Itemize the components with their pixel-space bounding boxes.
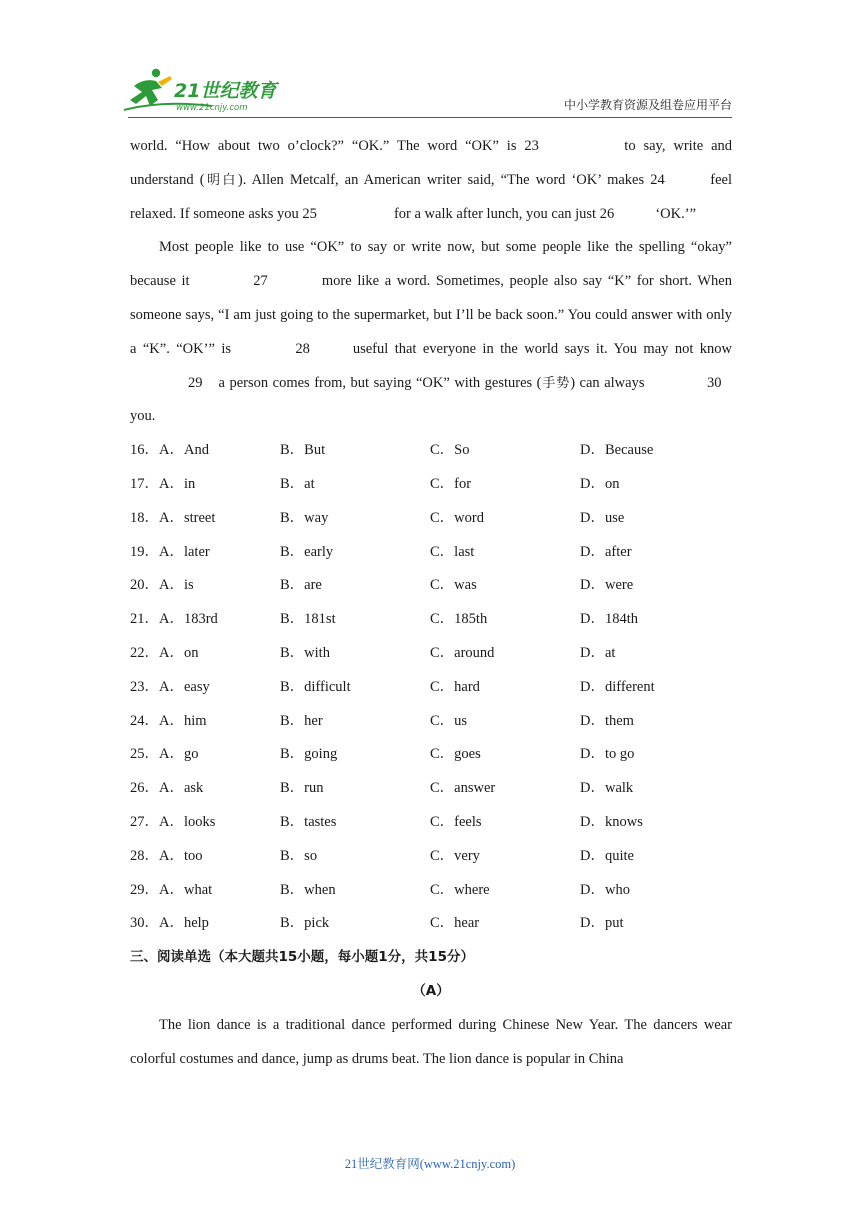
option-d: D．them [580, 712, 634, 729]
option-d: D．who [580, 881, 630, 898]
option-d: D．different [580, 678, 655, 695]
option-c: C．was [430, 577, 477, 594]
option-d: D．knows [580, 813, 643, 830]
blank-23: 23 [524, 138, 539, 154]
option-b: B．difficult [280, 678, 351, 695]
passage-label-a: （A） [412, 982, 450, 999]
option-a: 16．A．And [130, 442, 209, 459]
logo-url: www.21cnjy.com [176, 103, 248, 113]
option-c: C．us [430, 712, 468, 729]
text-run: ) can always [570, 374, 649, 391]
section-title-reading: 三、阅读单选（本大题共15小题，每小题1分，共15分） [130, 949, 474, 966]
option-d: D．use [580, 509, 625, 526]
option-a: 18．A．street [130, 509, 216, 526]
option-a: 24．A．him [130, 712, 207, 729]
option-c: C．last [430, 543, 475, 560]
option-a: 17．A．in [130, 475, 196, 492]
question-row [130, 840, 732, 874]
option-d: D．quite [580, 847, 634, 864]
option-b: B．at [280, 475, 315, 492]
question-row [130, 434, 732, 468]
option-c: C．around [430, 644, 495, 661]
option-b: B．run [280, 780, 324, 797]
option-c: C．very [430, 847, 480, 864]
page-footer: 21世纪教育网(www.21cnjy.com) [344, 1157, 516, 1171]
option-c: C．hear [430, 915, 480, 932]
option-d: D．to go [580, 746, 635, 763]
blank-30: 30 [707, 374, 722, 391]
text-run: feel relaxed. If someone asks you [130, 171, 732, 222]
blank-26: 26 [599, 205, 615, 222]
option-a: 29．A．what [130, 881, 213, 898]
option-c: C．hard [430, 678, 480, 695]
option-c: C．So [430, 442, 470, 459]
option-c: C．answer [430, 780, 496, 797]
passage-paragraph-1 [130, 130, 732, 231]
text-run: for a walk after lunch, you can just [390, 205, 600, 222]
option-d: D．on [580, 475, 620, 492]
text-run: ‘OK.’” [651, 205, 697, 222]
text-run: more like a word. Sometimes, people also say “K” for short. When someone says, “I am just going to the supermarket, but I’ll be back soon.” You could answer with only a “K”. “OK’” is [130, 273, 732, 357]
option-a: 20．A．is [130, 577, 194, 594]
option-d: D．after [580, 543, 632, 560]
logo-text: 21世纪教育 [174, 80, 277, 102]
option-b: B．going [280, 746, 338, 763]
option-b: B．her [280, 712, 323, 729]
option-d: D．were [580, 577, 634, 594]
option-c: C．for [430, 475, 472, 492]
option-c: C．185th [430, 611, 488, 628]
cjk-annotation: 明白 [204, 172, 238, 188]
question-row [130, 603, 732, 637]
option-a: 19．A．later [130, 543, 210, 560]
option-a: 23．A．easy [130, 678, 210, 695]
option-b: B．when [280, 881, 336, 898]
page-header [0, 0, 860, 120]
option-b: B．with [280, 644, 330, 661]
option-b: B．tastes [280, 813, 337, 830]
option-d: D．walk [580, 780, 634, 797]
question-row [130, 637, 732, 671]
option-d: D．184th [580, 611, 638, 628]
page-content [130, 130, 732, 1076]
option-c: C．feels [430, 813, 482, 830]
question-row [130, 806, 732, 840]
option-a: 22．A．on [130, 644, 199, 661]
option-d: D．put [580, 915, 624, 932]
blank-24: 24 [650, 171, 665, 188]
header-platform-text: 中小学教育资源及组卷应用平台 [563, 98, 732, 112]
cjk-annotation: 手势 [541, 375, 571, 391]
passage-paragraph-2 [130, 231, 732, 434]
option-d: D．at [580, 644, 616, 661]
question-row [130, 772, 732, 806]
text-run: Most people like to use “OK” to say or write now, but some people like the spelling “okay” because it [130, 239, 732, 290]
question-row [130, 738, 732, 772]
blank-29: 29 [188, 374, 203, 391]
option-a: 30．A．help [130, 915, 209, 932]
header-divider [128, 117, 732, 118]
option-b: B．pick [280, 915, 330, 932]
option-c: C．goes [430, 746, 481, 763]
text-run: a person comes from, but saying “OK” with gestures ( [214, 374, 542, 391]
question-row [130, 874, 732, 908]
question-row [130, 536, 732, 570]
option-a: 21．A．183rd [130, 611, 218, 628]
option-b: B．way [280, 509, 329, 526]
text-run: useful that everyone in the world says it. You may not know [346, 340, 732, 357]
text-run: ). Allen Metcalf, an American writer said, “The word ‘OK’ makes [237, 171, 651, 188]
option-d: D．Because [580, 442, 654, 459]
option-a: 26．A．ask [130, 780, 204, 797]
question-row [130, 705, 732, 739]
logo-21cnjy [122, 66, 292, 116]
option-a: 27．A．looks [130, 813, 216, 830]
option-a: 28．A．too [130, 847, 203, 864]
option-b: B．But [280, 442, 326, 459]
blank-28: 28 [295, 340, 310, 357]
question-row [130, 569, 732, 603]
question-row [130, 907, 732, 941]
text-run: to say, write and understand ( [130, 138, 732, 188]
text-run: you. [130, 408, 156, 425]
text-run: world. “How about two o’clock?” “OK.” The word “OK” is [130, 138, 525, 154]
option-c: C．where [430, 881, 490, 898]
blank-27: 27 [253, 273, 268, 290]
question-row [130, 468, 732, 502]
question-row [130, 502, 732, 536]
option-c: C．word [430, 509, 484, 526]
options-list [130, 434, 732, 941]
blank-25: 25 [302, 205, 317, 222]
option-a: 25．A．go [130, 746, 199, 763]
option-b: B．so [280, 847, 318, 864]
option-b: B．early [280, 543, 334, 560]
question-row [130, 671, 732, 705]
reading-paragraph-1: The lion dance is a traditional dance performed during Chinese New Year. The dancers wear colorful costumes and dance, jump as drums beat. The lion dance is popular in China [130, 1016, 732, 1067]
option-b: B．are [280, 577, 322, 594]
option-b: B．181st [280, 611, 336, 628]
